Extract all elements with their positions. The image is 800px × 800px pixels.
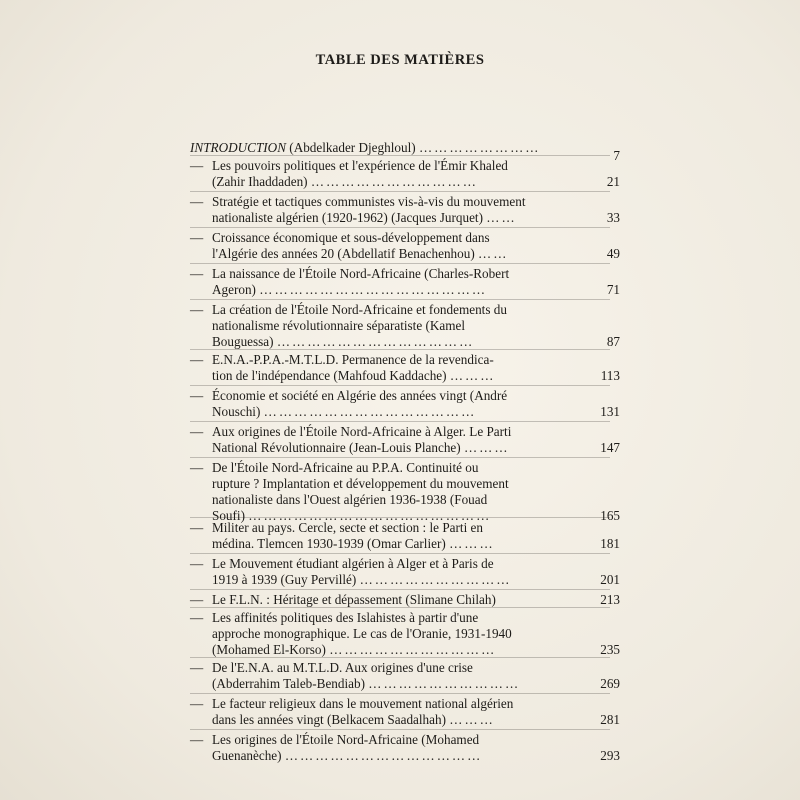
entry-line-text: (Mohamed El-Korso) [212, 642, 330, 657]
entry-line1 [190, 424, 578, 440]
dot-leader: …… [486, 210, 517, 225]
page-title: TABLE DES MATIÈRES [315, 52, 485, 68]
entry-line2 [190, 246, 578, 262]
toc-entry-text [190, 140, 578, 156]
entry-line-text: Bouguessa) [212, 334, 277, 349]
entry-separator [190, 227, 610, 228]
page-number: 269 [600, 676, 620, 691]
entry-dash: — [190, 556, 204, 571]
entry-line2 [190, 476, 578, 492]
page-number: 21 [606, 174, 620, 189]
entry-line2 [190, 626, 578, 642]
entry-line2 [190, 174, 578, 190]
entry-line1 [190, 388, 578, 404]
entry-separator [190, 299, 610, 300]
entry-dash: — [190, 230, 204, 245]
entry-line1 [190, 610, 578, 626]
toc-entry-text [190, 302, 578, 350]
entry-line-text: Aux origines de l'Étoile Nord-Africaine à Alger. Le Parti [212, 424, 512, 439]
entry-line1 [190, 520, 578, 536]
entry-line1 [190, 352, 578, 368]
entry-line-text: l'Algérie des années 20 (Abdellatif Benachenhou) [212, 246, 479, 261]
page-number: 87 [606, 334, 620, 349]
page-number: 71 [606, 282, 620, 297]
entry-line3 [190, 642, 578, 658]
toc-entry-text [190, 732, 578, 764]
page-number: 113 [600, 368, 620, 383]
entry-line-text: tion de l'indépendance (Mahfoud Kaddache) [212, 368, 450, 383]
entry-line-text: Croissance économique et sous-développement dans [212, 230, 490, 245]
entry-line-text: (Abderrahim Taleb-Bendiab) [212, 676, 369, 691]
entry-italic-prefix: INTRODUCTION [190, 140, 286, 155]
entry-line-text: Les affinités politiques des Islahistes à partir d'une [212, 610, 479, 625]
entry-line3 [190, 492, 578, 508]
entry-line-text: Économie et société en Algérie des années vingt (André [212, 388, 508, 403]
entry-separator [190, 421, 610, 422]
dot-leader: ……………………………………… [259, 282, 488, 297]
entry-separator [190, 457, 610, 458]
page-number: 147 [600, 440, 620, 455]
entry-separator [190, 349, 610, 350]
entry-line1 [190, 158, 578, 174]
entry-separator [190, 191, 610, 192]
entry-line1 [190, 460, 578, 476]
dot-leader: ……… [449, 536, 495, 551]
entry-line-text: Soufi) [212, 508, 249, 523]
toc-entry-text [190, 194, 578, 226]
entry-line-text: Le facteur religieux dans le mouvement national algérien [212, 696, 514, 711]
entry-line-text: Militer au pays. Cercle, secte et section : le Parti en [212, 520, 483, 535]
entry-line2 [190, 404, 578, 420]
entry-line1 [190, 696, 578, 712]
entry-separator [190, 607, 610, 608]
entry-line-text: dans les années vingt (Belkacem Saadalhah) [212, 712, 450, 727]
toc-entry-text [190, 592, 578, 608]
page-number: 49 [606, 246, 620, 261]
entry-separator [190, 729, 610, 730]
entry-line1 [190, 556, 578, 572]
toc-entry-text [190, 660, 578, 692]
entry-line2 [190, 318, 578, 334]
entry-line2 [190, 282, 578, 298]
entry-line-text: nationaliste algérien (1920-1962) (Jacques Jurquet) [212, 210, 487, 225]
page-number: 181 [600, 536, 620, 551]
entry-line1 [190, 140, 578, 156]
toc-entry-text [190, 158, 578, 190]
dot-leader: …… [478, 246, 509, 261]
page-number: 293 [600, 748, 620, 763]
entry-line1 [190, 302, 578, 318]
entry-line2 [190, 712, 578, 728]
entry-line-text: (Abdelkader Djeghloul) [286, 140, 419, 155]
entry-line2 [190, 572, 578, 588]
toc-entry-text [190, 388, 578, 420]
entry-separator [190, 553, 610, 554]
entry-line-text: Guenanèche) [212, 748, 285, 763]
dot-leader: …………………… [418, 140, 541, 155]
entry-line-text: (Zahir Ihaddaden) [212, 174, 311, 189]
entry-separator [190, 517, 610, 518]
dot-leader: ……… [449, 712, 495, 727]
entry-line-text: approche monographique. Le cas de l'Oranie, 1931-1940 [212, 626, 512, 641]
entry-separator [190, 263, 610, 264]
entry-line-text: Stratégie et tactiques communistes vis-à-vis du mouvement [212, 194, 526, 209]
toc-entry-text [190, 556, 578, 588]
entry-line1 [190, 660, 578, 676]
entry-line-text: Les pouvoirs politiques et l'expérience de l'Émir Khaled [212, 158, 508, 173]
entry-line2 [190, 748, 578, 764]
entry-dash: — [190, 194, 204, 209]
entry-line-text: nationaliste dans l'Ouest algérien 1936-1938 (Fouad [212, 492, 488, 507]
entry-line-text: La naissance de l'Étoile Nord-Africaine (Charles-Robert [212, 266, 510, 281]
entry-line2 [190, 536, 578, 552]
entry-line-text: E.N.A.-P.P.A.-M.T.L.D. Permanence de la revendica- [212, 352, 494, 367]
entry-line1 [190, 194, 578, 210]
entry-dash: — [190, 610, 204, 625]
page-number: 235 [600, 642, 620, 657]
entry-line2 [190, 676, 578, 692]
page-number: 213 [600, 592, 620, 607]
entry-dash: — [190, 158, 204, 173]
entry-line2 [190, 368, 578, 384]
toc-entry-text [190, 266, 578, 298]
entry-line2 [190, 440, 578, 456]
entry-line-text: Le F.L.N. : Héritage et dépassement (Slimane Chilah) [212, 592, 496, 607]
dot-leader: …………………………… [310, 174, 478, 189]
entry-line-text: médina. Tlemcen 1930-1939 (Omar Carlier) [212, 536, 450, 551]
entry-dash: — [190, 388, 204, 403]
entry-dash: — [190, 424, 204, 439]
entry-line1 [190, 592, 578, 608]
entry-dash: — [190, 696, 204, 711]
toc-entry-text [190, 352, 578, 384]
page-number: 281 [600, 712, 620, 727]
toc-entry-text [190, 696, 578, 728]
toc-entry-text [190, 520, 578, 552]
entry-line-text: nationalisme révolutionnaire séparatiste (Kamel [212, 318, 466, 333]
page-number: 33 [606, 210, 620, 225]
page-number: 131 [600, 404, 620, 419]
toc-entry-text [190, 424, 578, 456]
page-number: 7 [613, 148, 620, 163]
entry-line2 [190, 210, 578, 226]
dot-leader: ………………………… [368, 676, 521, 691]
dot-leader: ………………………………………… [248, 508, 492, 523]
page-number: 201 [600, 572, 620, 587]
dot-leader: ………………………… [359, 572, 512, 587]
dot-leader: …………………………… [329, 642, 497, 657]
entry-line1 [190, 732, 578, 748]
dot-leader: ……… [449, 368, 496, 383]
entry-line3 [190, 334, 578, 350]
dot-leader: ………………………………… [284, 748, 483, 763]
entry-line-text: 1919 à 1939 (Guy Pervillé) [212, 572, 360, 587]
entry-separator [190, 657, 610, 658]
dot-leader: ……… [463, 440, 510, 455]
entry-separator [190, 589, 610, 590]
entry-line1 [190, 230, 578, 246]
entry-line-text: Les origines de l'Étoile Nord-Africaine (Mohamed [212, 732, 480, 747]
entry-separator [190, 155, 610, 156]
entry-line-text: rupture ? Implantation et développement du mouvement [212, 476, 509, 491]
entry-line-text: De l'E.N.A. au M.T.L.D. Aux origines d'une crise [212, 660, 473, 675]
entry-dash: — [190, 460, 204, 475]
entry-dash: — [190, 302, 204, 317]
dot-leader: ………………………………… [276, 334, 475, 349]
entry-dash: — [190, 520, 204, 535]
entry-dash: — [190, 732, 204, 747]
entry-dash: — [190, 352, 204, 367]
entry-line-text: De l'Étoile Nord-Africaine au P.P.A. Continuité ou [212, 460, 479, 475]
entry-separator [190, 385, 610, 386]
entry-dash: — [190, 592, 204, 607]
entry-line-text: Nouschi) [212, 404, 264, 419]
toc-entry-text [190, 460, 578, 524]
entry-line-text: Le Mouvement étudiant algérien à Alger et à Paris de [212, 556, 494, 571]
page-number: 165 [600, 508, 620, 523]
toc-entry-text [190, 610, 578, 658]
entry-line-text: La création de l'Étoile Nord-Africaine et fondements du [212, 302, 507, 317]
entry-dash: — [190, 660, 204, 675]
entry-line-text: National Révolutionnaire (Jean-Louis Planche) [212, 440, 464, 455]
dot-leader: …………………………………… [263, 404, 477, 419]
entry-line-text: Ageron) [212, 282, 260, 297]
toc-entry-text [190, 230, 578, 262]
entry-dash: — [190, 266, 204, 281]
entry-line1 [190, 266, 578, 282]
entry-separator [190, 693, 610, 694]
